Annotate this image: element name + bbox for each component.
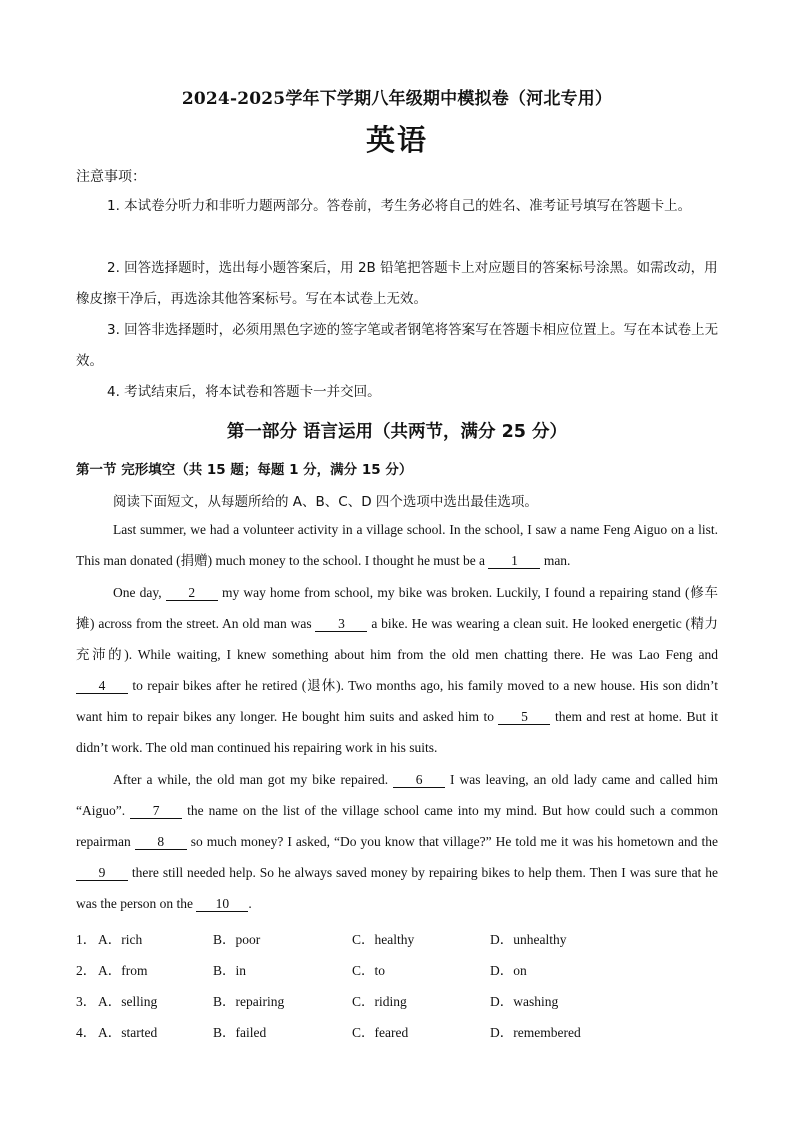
option-a: A．rich (98, 932, 143, 947)
option-c: C．healthy (352, 932, 415, 947)
passage-text: so much money? I asked, “Do you know that village?” He told me it was his hometown and the (186, 834, 719, 850)
option-b: B．in (213, 963, 247, 978)
passage-text: a bike. He was wearing a clean suit. He looked energetic (精力充沛的). While waiting, I knew something about him from the old men chatting there. He was Lao Feng and (76, 616, 719, 663)
question-row-4 (76, 1021, 716, 1041)
passage-text: Last summer, we had a volunteer activity in a village school. In the school, I saw a name Feng Aiguo on a list. This man donated (捐赠) much money to the school. I thought he must be a (76, 522, 718, 569)
notes-heading: 注意事项： (76, 169, 146, 185)
note-item-3: 3. 回答非选择题时，必须用黑色字迹的签字笔或者钢笔将答案写在答题卡相应位置上。写在本试卷上无效。 (76, 322, 719, 369)
question-number: 1． (76, 932, 97, 947)
blank-1: 1 (488, 554, 540, 569)
question-number: 4． (76, 1025, 97, 1040)
note-item-2: 2. 回答选择题时，选出每小题答案后，用 2B 铅笔把答题卡上对应题目的答案标号涂黑。如需改动，用橡皮擦干净后，再选涂其他答案标号。写在本试卷上无效。 (76, 260, 718, 307)
subject-title: 英语 (365, 123, 428, 157)
passage-paragraph-2 (76, 577, 718, 764)
passage-text: man. (540, 553, 571, 569)
exam-title: 2024-2025学年下学期八年级期中模拟卷（河北专用） (181, 89, 613, 109)
option-d: D．washing (490, 994, 559, 1009)
option-d: D．remembered (490, 1025, 581, 1040)
passage-text: there still needed help. So he always saved money by repairing bikes to help them. Then I was sure that he was the person on the (76, 865, 718, 912)
question-row-2 (76, 959, 716, 979)
part-one-title: 第一部分 语言运用（共两节，满分 25 分） (226, 422, 568, 442)
option-c: C．feared (352, 1025, 409, 1040)
passage-text: them and rest at home. But it didn’t work. The old man continued his repairing work in his suits. (76, 709, 718, 756)
section-one-title: 第一节 完形填空（共 15 题；每题 1 分，满分 15 分） (76, 462, 413, 478)
blank-4: 4 (76, 679, 128, 694)
option-a: A．selling (98, 994, 158, 1009)
passage-text: One day, (113, 585, 166, 600)
option-b: B．failed (213, 1025, 267, 1040)
passage-paragraph-1 (76, 514, 718, 576)
question-number: 2． (76, 963, 97, 978)
blank-9: 9 (76, 866, 128, 881)
option-c: C．riding (352, 994, 407, 1009)
passage-text: the name on the list of the village school came into my mind. But how could such a common repairman (76, 803, 719, 850)
option-a: A．from (98, 963, 148, 978)
blank-2: 2 (166, 586, 218, 601)
blank-8: 8 (135, 835, 187, 850)
blank-10: 10 (196, 897, 248, 912)
option-d: D．unhealthy (490, 932, 567, 947)
passage-paragraph-3 (76, 764, 718, 919)
passage-text: . (248, 896, 252, 912)
blank-5: 5 (498, 710, 550, 725)
question-row-3 (76, 990, 716, 1010)
option-c: C．to (352, 963, 386, 978)
section-one-instruction: 阅读下面短文，从每题所给的 A、B、C、D 四个选项中选出最佳选项。 (113, 494, 538, 510)
option-b: B．repairing (213, 994, 285, 1009)
question-number: 3． (76, 994, 97, 1009)
blank-7: 7 (130, 804, 182, 819)
option-d: D．on (490, 963, 527, 978)
option-a: A．started (98, 1025, 158, 1040)
blank-3: 3 (315, 617, 367, 632)
passage-text: After a while, the old man got my bike repaired. (113, 772, 394, 787)
question-row-1 (76, 928, 716, 948)
passage-text: my way home from school, my bike was broken. Luckily, I found a repairing stand (修车摊) across from the street. An old man was (76, 585, 718, 632)
option-b: B．poor (213, 932, 261, 947)
blank-6: 6 (393, 773, 445, 788)
note-item-1: 1. 本试卷分听力和非听力题两部分。答卷前，考生务必将自己的姓名、准考证号填写在答题卡上。 (107, 198, 692, 214)
note-item-4: 4. 考试结束后，将本试卷和答题卡一并交回。 (107, 384, 381, 400)
passage-text: to repair bikes after he retired (退休). Two months ago, his family moved to a new house. His son didn’t want him to repair bikes any longer. He bought him suits and asked him to (76, 678, 718, 725)
passage-text: I was leaving, an old lady came and called him “Aiguo”. (76, 772, 718, 819)
